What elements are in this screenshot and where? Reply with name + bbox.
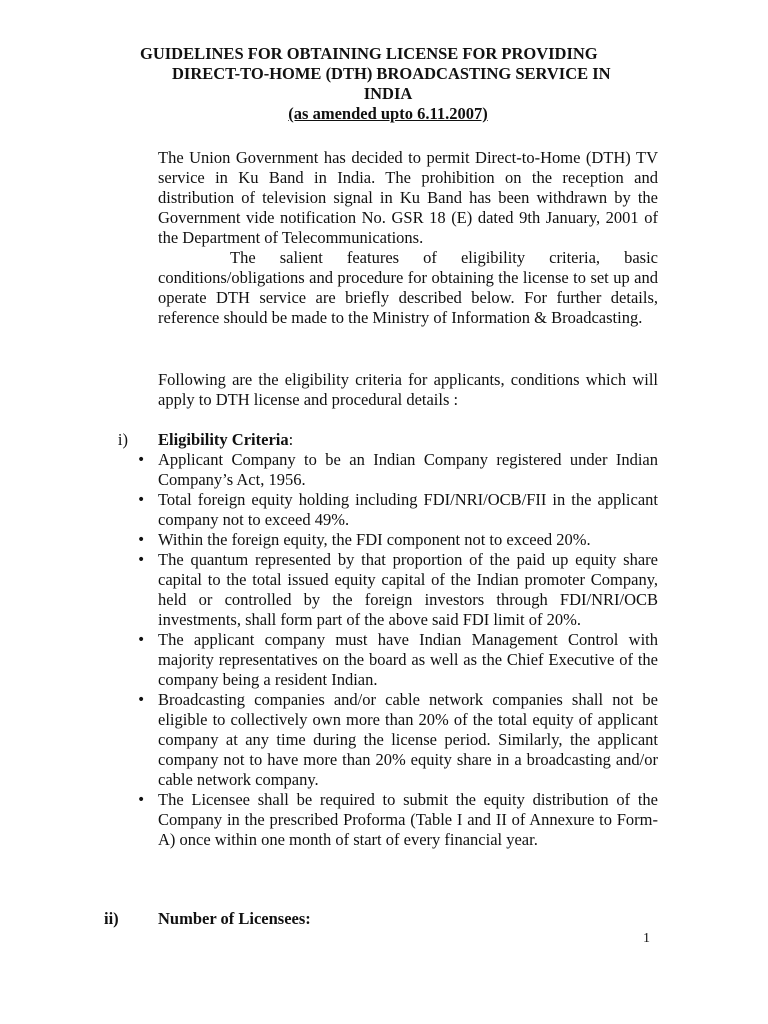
title-line-3: INDIA <box>363 84 413 103</box>
list-item <box>134 530 658 550</box>
list-item <box>134 790 658 850</box>
list-item-text: Total foreign equity holding including FDI/NRI/OCB/FII in the applicant company not to exceed 49%. <box>158 490 658 529</box>
document-title <box>100 44 676 124</box>
intro-paragraph-2: The salient features of eligibility criteria, basic conditions/obligations and procedure for obtaining the license to set up and operate DTH service are briefly described below. For further details, reference should be made to the Ministry of Information & Broadcasting. <box>158 248 658 327</box>
bullet-icon: • <box>137 632 146 648</box>
section-title-colon: : <box>288 430 294 449</box>
bullet-icon: • <box>137 552 146 568</box>
section-title <box>158 430 293 450</box>
list-item-text: The quantum represented by that proportion of the paid up equity share capital to the total issued equity capital of the Indian promoter Company, held or controlled by the foreign investors through FDI/NRI/OCB investments, shall form part of the above said FDI limit of 20%. <box>158 550 658 629</box>
intro-paragraph-3: Following are the eligibility criteria for applicants, conditions which will apply to DTH license and procedural details : <box>158 370 658 409</box>
list-item <box>134 450 658 490</box>
title-line-2: DIRECT-TO-HOME (DTH) BROADCASTING SERVICE IN <box>172 64 611 83</box>
list-item <box>134 690 658 790</box>
list-item-text: Broadcasting companies and/or cable network companies shall not be eligible to collectively own more than 20% of the total equity of applicant company at any time during the license period. Similarly, the applicant company not to have more than 20% equity share in a broadcasting and/or cable network company. <box>158 690 658 789</box>
list-item <box>134 550 658 630</box>
bullet-icon: • <box>137 692 146 708</box>
section-number: i) <box>117 430 128 449</box>
section-number: ii) <box>104 909 119 928</box>
bullet-icon: • <box>137 532 146 548</box>
section-title-text: Eligibility Criteria <box>158 430 289 449</box>
intro-paragraph-1: The Union Government has decided to permit Direct-to-Home (DTH) TV service in Ku Band in India. The prohibition on the reception and distribution of television signal in Ku Band has been withdrawn by the Government vide notification No. GSR 18 (E) dated 9th January, 2001 of the Department of Telecommunications. <box>158 148 658 247</box>
bullet-icon: • <box>137 452 146 468</box>
section-title: Number of Licensees: <box>158 909 311 928</box>
page-number: 1 <box>643 931 650 946</box>
section-eligibility-criteria <box>117 430 658 850</box>
section-heading <box>117 430 658 450</box>
eligibility-bullet-list <box>134 450 658 850</box>
list-item-text: Within the foreign equity, the FDI component not to exceed 20%. <box>158 530 591 549</box>
bullet-icon: • <box>137 792 146 808</box>
list-item <box>134 490 658 530</box>
title-amendment-date: (as amended upto 6.11.2007) <box>288 104 488 123</box>
title-line-1: GUIDELINES FOR OBTAINING LICENSE FOR PROVIDING <box>140 44 598 63</box>
bullet-icon: • <box>137 492 146 508</box>
list-item <box>134 630 658 690</box>
list-item-text: The Licensee shall be required to submit the equity distribution of the Company in the prescribed Proforma (Table I and II of Annexure to Form-A) once within one month of start of every financial year. <box>158 790 658 849</box>
list-item-text: Applicant Company to be an Indian Company registered under Indian Company’s Act, 1956. <box>158 450 658 489</box>
list-item-text: The applicant company must have Indian Management Control with majority representatives on the board as well as the Chief Executive of the company being a resident Indian. <box>158 630 658 689</box>
